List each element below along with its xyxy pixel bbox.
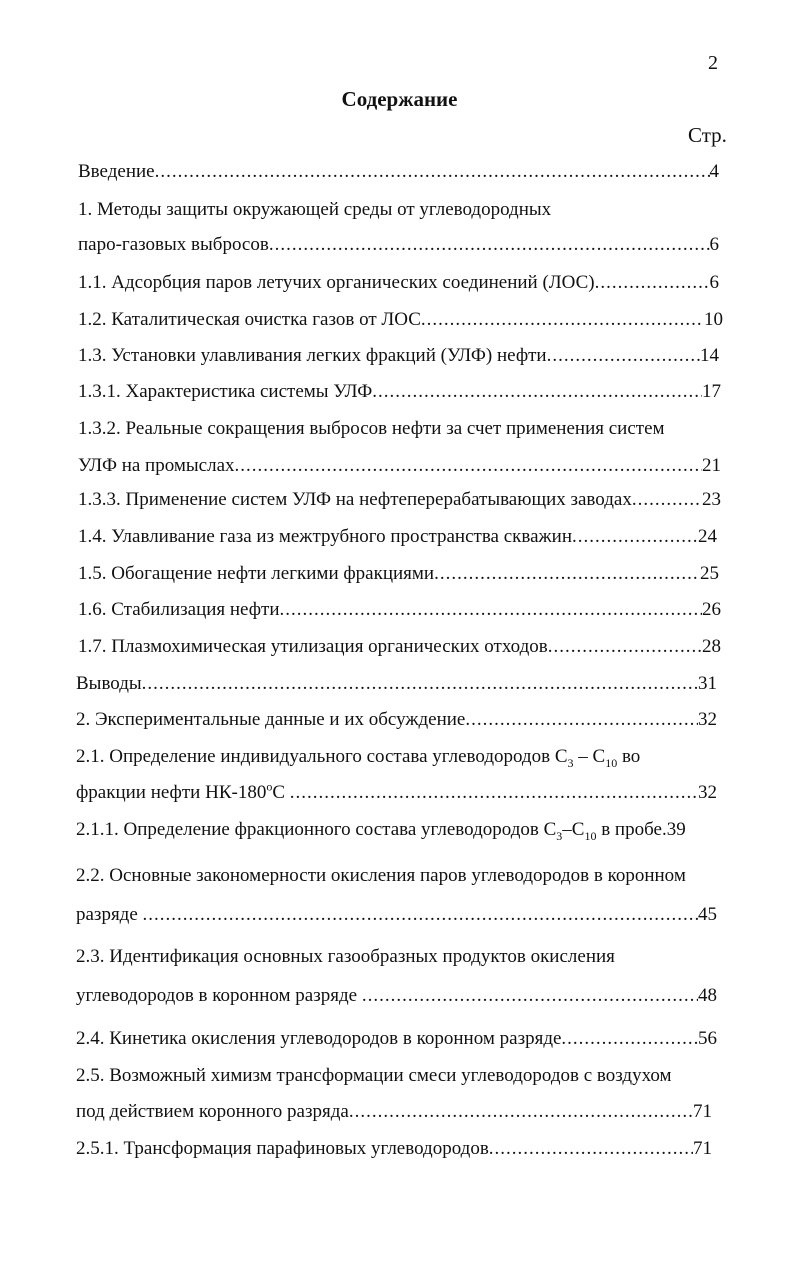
toc-entry-title: под действием коронного разряда	[76, 1101, 349, 1122]
toc-entry-page: 23	[702, 489, 721, 510]
toc-entry[interactable]	[78, 380, 721, 404]
toc-entry-title: Выводы	[76, 673, 142, 694]
toc-entry-title: 1.5. Обогащение нефти легкими фракциями	[78, 563, 435, 584]
toc-entry-title: углеводородов в коронном разряде	[76, 985, 358, 1006]
toc-entry-page: 10	[704, 309, 723, 330]
toc-entry[interactable]	[78, 525, 717, 549]
toc-entry-page: 6	[709, 272, 719, 293]
toc-entry[interactable]	[76, 1027, 717, 1051]
toc-entry[interactable]	[78, 160, 719, 184]
toc-entry[interactable]	[76, 1100, 712, 1124]
toc-entry-title: УЛФ на промыслах	[78, 455, 235, 476]
toc-entry[interactable]	[76, 984, 717, 1008]
toc-entry-title-line[interactable]: 1.3.2. Реальные сокращения выбросов нефти за счет применения систем	[78, 418, 665, 439]
toc-entry-page: 32	[698, 709, 717, 730]
page-title: Содержание	[341, 87, 458, 111]
toc-entry[interactable]	[78, 308, 723, 332]
toc-entry-title-line[interactable]: 2.3. Идентификация основных газообразных продуктов окисления	[76, 946, 615, 967]
toc-entry[interactable]	[78, 344, 719, 368]
toc-entry-page: 71	[693, 1101, 712, 1122]
toc-entry-title: 1.6. Стабилизация нефти	[78, 599, 280, 620]
toc-entry-title-line[interactable]: 1. Методы защиты окружающей среды от углеводородных	[78, 199, 552, 220]
toc-entry-page: 6	[709, 234, 719, 255]
toc-entry-title-line[interactable]: 2.1. Определение индивидуального состава углеводородов $С_3 - С_{10}$ во	[76, 746, 641, 770]
toc-entry-title: 1.3.1. Характеристика системы УЛФ	[78, 381, 373, 402]
toc-entry-title: 1.7. Плазмохимическая утилизация органических отходов	[78, 636, 548, 657]
page-column-label: Стр.	[688, 123, 727, 147]
toc-entry-page: 17	[702, 381, 721, 402]
toc-entry-page: 4	[709, 161, 719, 182]
toc-entry[interactable]	[76, 903, 717, 927]
toc-entry-page: 24	[698, 526, 717, 547]
toc-entry-title: 2. Экспериментальные данные и их обсуждение	[76, 709, 466, 730]
toc-entry-title: фракции нефти $НК-180^оС$	[76, 779, 286, 803]
toc-entry-page: 45	[698, 904, 717, 925]
toc-entry-title: разряде	[76, 904, 138, 925]
toc-entry[interactable]	[78, 562, 719, 586]
toc-entry-page: 14	[700, 345, 719, 366]
toc-entry-page: 32	[698, 782, 717, 803]
toc-entry-title: 1.3.3. Применение систем УЛФ на нефтеперерабатывающих заводах	[78, 489, 632, 510]
toc-entry-title-line[interactable]: 2.5. Возможный химизм трансформации смеси углеводородов с воздухом	[76, 1065, 672, 1086]
toc-entry-page: 39	[666, 819, 686, 840]
toc-entry[interactable]	[76, 672, 717, 696]
toc-entry[interactable]	[76, 1137, 712, 1161]
toc-entry[interactable]	[78, 454, 721, 478]
toc-entry[interactable]	[76, 818, 686, 842]
toc-entry[interactable]	[78, 488, 721, 512]
toc-entry-title: 2.4. Кинетика окисления углеводородов в коронном разряде	[76, 1028, 562, 1049]
toc-entry-page: 25	[700, 563, 719, 584]
toc-entry-page: 71	[693, 1138, 712, 1159]
toc-entry[interactable]	[78, 598, 721, 622]
toc-entry-title: Введение	[78, 161, 155, 182]
toc-entry[interactable]	[78, 635, 721, 659]
toc-entry-page: 26	[702, 599, 721, 620]
toc-entry-page: 48	[698, 985, 717, 1006]
toc-entry-page: 56	[698, 1028, 717, 1049]
toc-entry-title: паро-газовых выбросов	[78, 234, 269, 255]
toc-entry-title: 1.2. Каталитическая очистка газов от ЛОС	[78, 309, 421, 330]
toc-entry-title: 1.1. Адсорбция паров летучих органических соединений (ЛОС)	[78, 272, 595, 293]
toc-entry-title: 2.1.1. Определение фракционного состава углеводородов $С_3-С_{10}$ в пробе.	[76, 819, 667, 843]
toc-entry-title-line[interactable]: 2.2. Основные закономерности окисления паров углеводородов в коронном	[76, 865, 686, 886]
toc-entry[interactable]	[78, 233, 719, 257]
toc-entry-title: 2.5.1. Трансформация парафиновых углеводородов	[76, 1138, 489, 1159]
toc-entry-page: 31	[698, 673, 717, 694]
toc-entry-title: 1.4. Улавливание газа из межтрубного пространства скважин	[78, 526, 573, 547]
page-number: 2	[708, 52, 718, 74]
toc-entry-page: 21	[702, 455, 721, 476]
toc-entry[interactable]	[76, 781, 717, 805]
toc-entry[interactable]	[76, 708, 717, 732]
toc-entry-title: 1.3. Установки улавливания легких фракций (УЛФ) нефти	[78, 345, 547, 366]
toc-entry-page: 28	[702, 636, 721, 657]
toc-entry[interactable]	[78, 271, 719, 295]
